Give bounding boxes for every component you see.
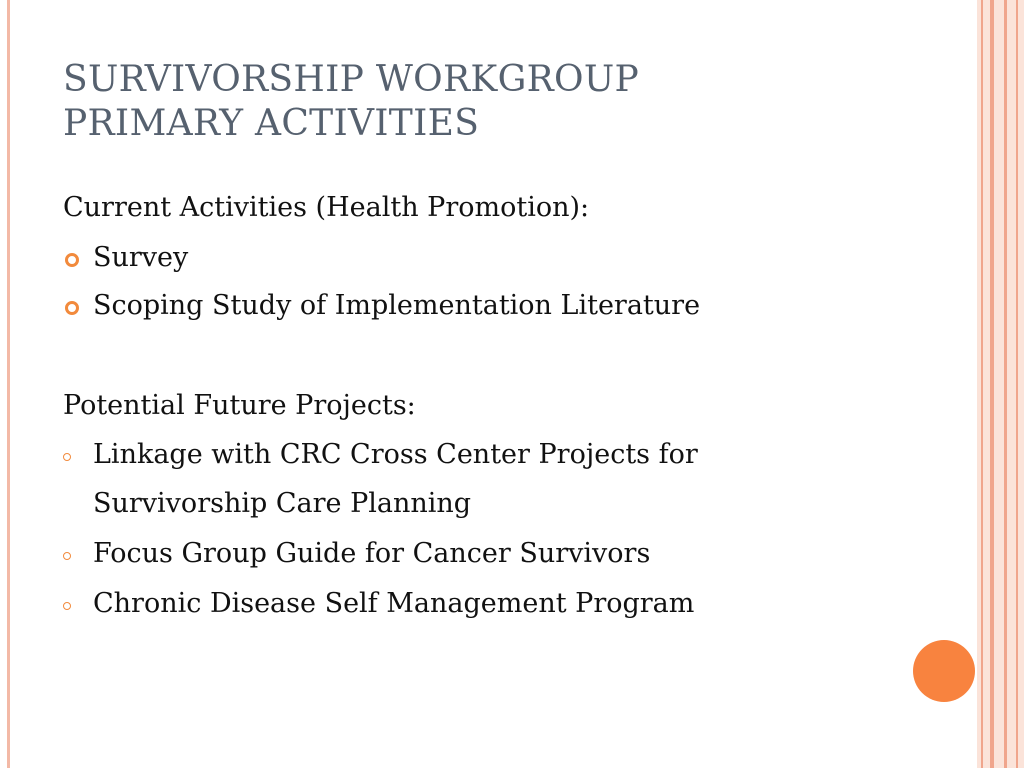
current-activities-heading: Current Activities (Health Promotion): <box>63 192 590 223</box>
list-item <box>63 435 963 475</box>
slide-title-line-2: PRIMARY ACTIVITIES <box>63 103 480 144</box>
list-item-continuation <box>63 484 963 524</box>
hollow-bullet-icon <box>63 552 71 560</box>
decorative-circle <box>913 640 975 702</box>
list-item-label: Survivorship Care Planning <box>93 488 472 519</box>
slide-title-line-1: SURVIVORSHIP WORKGROUP <box>63 59 640 100</box>
right-border-line <box>1004 0 1007 768</box>
filled-bullet-icon <box>65 253 79 267</box>
hollow-bullet-icon <box>63 602 71 610</box>
list-item-label: Chronic Disease Self Management Program <box>93 588 695 619</box>
right-border-line <box>990 0 994 768</box>
hollow-bullet-icon <box>63 453 71 461</box>
list-item-label: Scoping Study of Implementation Literature <box>93 290 701 321</box>
list-item-label: Survey <box>93 242 189 273</box>
list-item <box>63 584 963 624</box>
list-item-label: Focus Group Guide for Cancer Survivors <box>93 538 651 569</box>
slide-title <box>63 58 943 146</box>
filled-bullet-icon <box>65 301 79 315</box>
list-item <box>63 534 963 574</box>
left-border-rule <box>7 0 10 768</box>
future-projects-heading: Potential Future Projects: <box>63 390 416 421</box>
right-border-line <box>1016 0 1018 768</box>
right-border-line <box>981 0 983 768</box>
list-item <box>63 286 963 326</box>
list-item <box>63 238 963 278</box>
list-item-label: Linkage with CRC Cross Center Projects for <box>93 439 698 470</box>
